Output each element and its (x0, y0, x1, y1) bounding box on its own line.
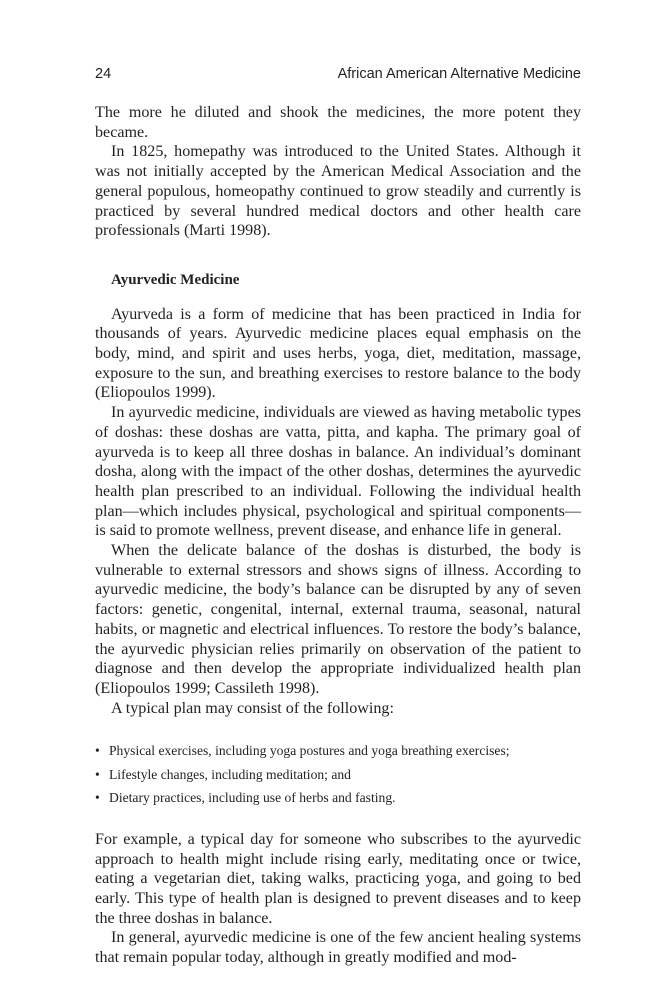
paragraph-homeopathy-end: The more he diluted and shook the medicines, the more potent they became. (95, 104, 581, 141)
list-item (95, 739, 581, 763)
paragraph-ayurveda-intro: Ayurveda is a form of medicine that has been practiced in India for thousands of years. Ayurvedic medicine places equal emphasis on the body, mind, and spirit and uses herbs, yoga, diet, meditation, massage, exposure to the sun, and breathing exercises to restore balance to the body (Eliopoulos 1999). (95, 305, 581, 402)
list-item (95, 786, 581, 810)
paragraph-homeopathy-us: In 1825, homepathy was introduced to the United States. Although it was not initially accepted by the American Medical Association and the general populous, homeopathy continued to grow steadily and currently is practiced by several hundred medical doctors and other health care professionals (Marti 1998). (95, 143, 581, 240)
running-header (95, 66, 581, 86)
page-body (95, 103, 581, 968)
list-item-text: Physical exercises, including yoga postures and yoga breathing exercises; (109, 743, 510, 759)
list-item (95, 763, 581, 787)
paragraph-doshas: In ayurvedic medicine, individuals are viewed as having metabolic types of doshas: these doshas are vatta, pitta, and kapha. The primary goal of ayurveda is to keep all three doshas in balance. An individual’s dominant dosha, along with the impact of the other doshas, determines the ayurvedic health plan prescribed to an individual. Following the individual health plan—which includes physical, psychological and spiritual components—is said to promote wellness, prevent disease, and enhance life in general. (95, 404, 581, 540)
paragraph-typical-day: For example, a typical day for someone who subscribes to the ayurvedic approach to health might include rising early, meditating once or twice, eating a vegetarian diet, taking walks, practicing yoga, and going to bed early. This type of health plan is designed to prevent diseases and to keep the three doshas in balance. (95, 830, 581, 927)
running-title: African American Alternative Medicine (337, 66, 581, 82)
list-item-text: Dietary practices, including use of herbs and fasting. (109, 790, 396, 806)
plan-list (95, 739, 581, 810)
bullet-icon: • (95, 766, 100, 782)
section-heading-ayurvedic: Ayurvedic Medicine (111, 271, 240, 288)
paragraph-in-general: In general, ayurvedic medicine is one of the few ancient healing systems that remain popular today, although in greatly modified and mod- (95, 929, 581, 967)
bullet-icon: • (95, 743, 100, 759)
paragraph-typical-plan: A typical plan may consist of the following: (111, 699, 394, 717)
paragraph-balance: When the delicate balance of the doshas is disturbed, the body is vulnerable to external stressors and shows signs of illness. According to ayurvedic medicine, the body’s balance can be disrupted by any of seven factors: genetic, congenital, internal, external trauma, seasonal, natural habits, or magnetic and electrical influences. To restore the body’s balance, the ayurvedic physician relies primarily on observation of the patient to diagnose and then develop the appropriate individualized health plan (Eliopoulos 1999; Cassileth 1998). (95, 542, 581, 697)
list-item-text: Lifestyle changes, including meditation; and (109, 766, 351, 782)
bullet-icon: • (95, 790, 100, 806)
page-number: 24 (95, 66, 112, 82)
